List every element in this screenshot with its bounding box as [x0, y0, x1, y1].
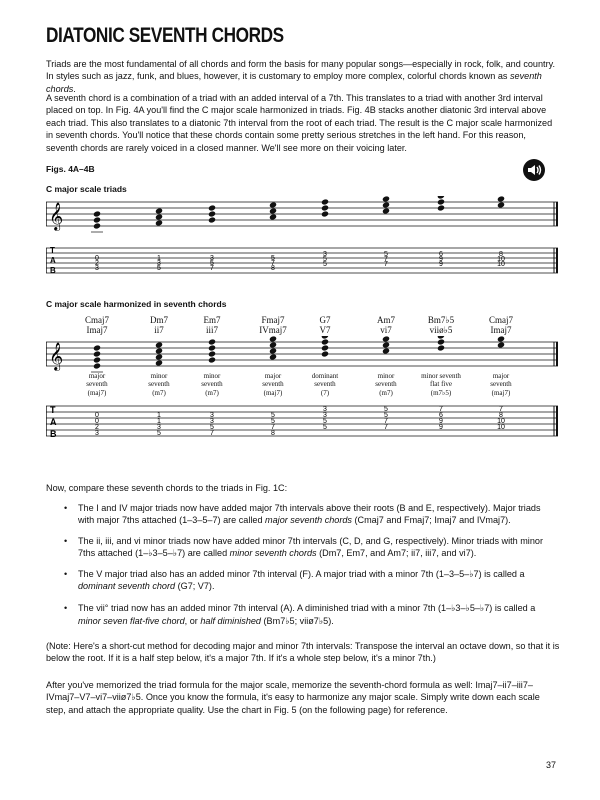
- tab-number: 10: [497, 418, 505, 425]
- quality-line: minor: [203, 372, 221, 380]
- note-head: [437, 198, 445, 205]
- note-head: [155, 353, 163, 360]
- quality-line: flat five: [430, 380, 452, 389]
- figure-label: Figs. 4A–4B: [46, 164, 95, 174]
- final-paragraph: After you've memorized the triad formula for the major scale, memorize the seventh-chord formula as well: Imaj7–ii7–iii7–IVmaj7–V7–vi7–viiø7♭5. Once you know the formula, it's easy to harmonize any major scale. Simply write down each scale step, and attach the appropriate quality. Use the chart in Fig. 5 (on the following page) for reference.: [46, 680, 540, 715]
- chord-symbol: Cmaj7: [85, 315, 109, 325]
- tab-number: 10: [497, 256, 505, 263]
- list-item: • The vii° triad now has an added minor 7th interval (A). A diminished triad with a minor 7th (1–♭3–♭5–♭7) is called a minor seven flat-five chord, or half diminished (Bm7♭5; viiø7♭5).: [64, 602, 558, 627]
- note-head: [93, 356, 101, 363]
- note-head: [155, 359, 163, 366]
- quality-line: major: [88, 372, 106, 380]
- tab-number: 0: [95, 418, 99, 425]
- tab-number: 7: [384, 261, 388, 268]
- tab-number: 5: [323, 256, 327, 263]
- note-head: [93, 350, 101, 357]
- chord-numeral: Imaj7: [86, 325, 108, 335]
- svg-text:B: B: [50, 429, 57, 439]
- chord-symbol: G7: [319, 315, 331, 325]
- note-head: [269, 336, 277, 343]
- fig4a-caption: C major scale triads: [46, 184, 127, 194]
- note-head: [155, 219, 163, 226]
- note-head: [269, 213, 277, 220]
- quality-line: seventh: [201, 380, 223, 389]
- treble-clef-icon: 𝄞: [49, 343, 64, 370]
- note-head: [155, 341, 163, 348]
- tab-number: 7: [499, 406, 503, 413]
- note-head: [93, 222, 101, 229]
- quality-line: seventh: [375, 380, 397, 389]
- tab-clef: T: [50, 246, 55, 255]
- tab-number: 5: [271, 418, 275, 425]
- tab-number: 2: [95, 260, 99, 267]
- chord-numeral: IVmaj7: [259, 325, 287, 335]
- quality-line: seventh: [314, 380, 336, 389]
- note-head: [208, 338, 216, 345]
- tab-number: 9: [439, 261, 443, 268]
- note-head: [437, 338, 445, 345]
- quality-line: seventh: [148, 380, 170, 389]
- quality-line: seventh: [490, 380, 512, 389]
- note-head: [208, 210, 216, 217]
- note-head: [155, 213, 163, 220]
- quality-line: seventh: [86, 380, 108, 389]
- quality-line: dominant: [311, 372, 339, 380]
- chord-numeral: iii7: [205, 325, 218, 335]
- note-head: [382, 341, 390, 348]
- quality-line: (maj7): [87, 388, 107, 397]
- chord-quality: [465, 372, 537, 397]
- tab-number: 6: [439, 251, 443, 258]
- tab-number: 7: [384, 256, 388, 263]
- note-head: [93, 216, 101, 223]
- tab-number: 5: [384, 251, 388, 258]
- chord-symbol: Am7: [377, 315, 395, 325]
- tab-number: 6: [439, 412, 443, 419]
- note-head: [382, 336, 390, 343]
- quality-line: (m7♭5): [430, 388, 452, 397]
- note-head: [269, 353, 277, 360]
- chord-symbol: Bm7♭5: [427, 315, 455, 325]
- treble-clef-icon: 𝄞: [49, 203, 64, 230]
- tab-number: 8: [271, 265, 275, 272]
- tab-number: 5: [323, 424, 327, 431]
- note-head: [93, 210, 101, 217]
- note-head: [208, 204, 216, 211]
- svg-text:A: A: [50, 256, 56, 265]
- note-head: [321, 336, 329, 340]
- bullet-list: [64, 502, 558, 635]
- quality-line: (m7): [205, 388, 219, 397]
- note-head: [208, 350, 216, 357]
- tab-number: 10: [497, 424, 505, 431]
- tab-number: 7: [271, 424, 275, 431]
- seventh-chord-paragraph: A seventh chord is a combination of a triad with an added interval of a 7th. This translates to a triad with another 3rd interval placed on top. In Fig. 4A you'll find the C major scale harmonized in triads. Fig. 4B stacks another diatonic 3rd interval above each triad. This also translates to a diatonic 7th interval from the root of each triad. The result is the C major scale harmonized in seventh chords. You'll notice that these chords contain some pretty serious stretches in the left hand. For this reason, seventh chords are rarely voiced in a closed manner. We'll see more on their voicing later.: [46, 93, 553, 153]
- tab-number: 5: [157, 430, 161, 437]
- tab-number: 1: [157, 418, 161, 425]
- note-head: [321, 344, 329, 351]
- tab-number: 7: [384, 418, 388, 425]
- intro-emphasis: seventh chords: [46, 71, 542, 94]
- note-head: [497, 336, 505, 343]
- intro-end: .: [73, 83, 76, 94]
- note-head: [321, 350, 329, 357]
- quality-line: (m7): [152, 388, 166, 397]
- tab-number: 8: [499, 251, 503, 258]
- svg-text:B: B: [50, 266, 56, 275]
- tab-number: 3: [210, 412, 214, 419]
- tab-number: 5: [323, 261, 327, 268]
- quality-line: (m7): [379, 388, 393, 397]
- tab-number: 1: [157, 412, 161, 419]
- chord-numeral: vi7: [380, 325, 392, 335]
- note-head: [497, 196, 505, 203]
- note-head: [321, 210, 329, 217]
- fig4b-caption: C major scale harmonized in seventh chords: [46, 299, 227, 309]
- tab-number: 3: [95, 265, 99, 272]
- page-number: 37: [545, 760, 556, 770]
- note-head: [437, 196, 445, 200]
- quality-line: (7): [320, 388, 330, 397]
- tab-number: 3: [210, 418, 214, 425]
- note-head: [437, 336, 445, 340]
- chord-symbol: Fmaj7: [261, 315, 285, 325]
- tab-number: 3: [157, 260, 161, 267]
- quality-line: major: [264, 372, 282, 380]
- fig4a-tab-numbers: [95, 251, 505, 272]
- note-head: [321, 338, 329, 345]
- note-head: [93, 362, 101, 369]
- note-head: [497, 201, 505, 208]
- tab-number: 9: [439, 424, 443, 431]
- note-head: [382, 201, 390, 208]
- list-item: • The I and IV major triads now have added major 7th intervals above their roots (B and E, respectively). Major triads with major 7ths attached (1–3–5–7) are called major seventh chords (Cmaj7 and Fmaj7; Imaj7 and IVmaj7).: [64, 502, 558, 527]
- tab-number: 5: [271, 255, 275, 262]
- quality-line: minor: [150, 372, 168, 380]
- quality-line: major: [492, 372, 510, 380]
- tab-number: 3: [210, 255, 214, 262]
- tab-number: 2: [95, 424, 99, 431]
- note-head: [382, 347, 390, 354]
- note-head: [269, 341, 277, 348]
- tab-number: 5: [323, 418, 327, 425]
- intro-paragraph: [46, 58, 560, 95]
- chord-name: [466, 315, 536, 335]
- chord-symbol: Cmaj7: [489, 315, 513, 325]
- note-head: [208, 356, 216, 363]
- note-head: [269, 207, 277, 214]
- tab-number: 10: [497, 261, 505, 268]
- tab-number: 9: [439, 418, 443, 425]
- note-head: [497, 341, 505, 348]
- note-head: [93, 344, 101, 351]
- tab-number: 3: [323, 406, 327, 413]
- chord-name: [62, 315, 132, 335]
- tab-number: 0: [95, 412, 99, 419]
- chord-numeral: V7: [319, 325, 331, 335]
- chord-numeral: ii7: [154, 325, 164, 335]
- note-head: [208, 216, 216, 223]
- compare-line: Now, compare these seventh chords to the triads in Fig. 1C:: [46, 483, 288, 493]
- list-item: • The V major triad also has an added minor 7th interval (F). A major triad with a minor 7th (1–3–5–♭7) is called a dominant seventh chord (G7; V7).: [64, 568, 558, 593]
- tab-number: 7: [271, 260, 275, 267]
- note-head: [269, 201, 277, 208]
- note-head: [437, 204, 445, 211]
- fig4b-tab-numbers: [95, 406, 505, 437]
- note-head: [208, 344, 216, 351]
- note-head: [382, 196, 390, 203]
- tab-number: 3: [323, 412, 327, 419]
- note-head: [321, 204, 329, 211]
- tab-number: 7: [439, 406, 443, 413]
- quality-line: (maj7): [263, 388, 283, 397]
- tab-number: 3: [157, 424, 161, 431]
- intro-text: Triads are the most fundamental of all chords and form the basis for many popular songs—especially in rock, folk, and country. In styles such as jazz, funk, and blues, however, it is customary to employ more complex, colorful chords known as: [46, 59, 555, 82]
- note-head: [437, 344, 445, 351]
- tab-number: 5: [384, 412, 388, 419]
- note-head: [269, 347, 277, 354]
- tab-number: 5: [384, 406, 388, 413]
- fig4b-staff: [46, 336, 558, 466]
- tab-clef: T: [50, 405, 56, 415]
- svg-text:A: A: [50, 417, 57, 427]
- tab-number: 3: [95, 430, 99, 437]
- quality-line: seventh: [262, 380, 284, 389]
- tab-number: 5: [210, 260, 214, 267]
- tab-number: 9: [439, 256, 443, 263]
- chord-numeral: viiø♭5: [429, 325, 453, 335]
- page-title: DIATONIC SEVENTH CHORDS: [46, 24, 284, 47]
- tab-number: 5: [271, 412, 275, 419]
- quality-line: (maj7): [491, 388, 511, 397]
- note-head: [382, 207, 390, 214]
- tab-number: 5: [157, 265, 161, 272]
- tab-number: 3: [323, 251, 327, 258]
- speaker-icon[interactable]: [522, 158, 546, 182]
- chord-symbol: Dm7: [150, 315, 168, 325]
- quality-line: minor: [377, 372, 395, 380]
- tab-number: 7: [210, 430, 214, 437]
- tab-number: 8: [499, 412, 503, 419]
- tab-number: 1: [157, 255, 161, 262]
- tab-number: 5: [210, 424, 214, 431]
- fig4a-staff: [46, 196, 558, 280]
- note-head: [155, 347, 163, 354]
- note-head: [321, 198, 329, 205]
- quality-line: minor seventh: [421, 372, 461, 380]
- chord-name: [177, 315, 247, 335]
- chord-name: [290, 315, 360, 335]
- note-paragraph: (Note: Here's a short-cut method for decoding major and minor 7th intervals: Transpose the interval an octave down, so that it is below the root. If it is a half step below, it's a major 7th. If it's a whole step below, it's a minor 7th.): [46, 641, 560, 664]
- tab-number: 7: [210, 265, 214, 272]
- tab-number: 7: [384, 424, 388, 431]
- chord-symbol: Em7: [203, 315, 221, 325]
- note-head: [155, 207, 163, 214]
- tab-number: 0: [95, 255, 99, 262]
- list-item: • The ii, iii, and vi minor triads now have added minor 7th intervals (C, D, and G, respectively). Minor triads with minor 7ths attached (1–♭3–5–♭7) are called minor seventh chords (Dm7, Em7, and Am7; ii7, iii7, and vi7).: [64, 535, 558, 560]
- chord-numeral: Imaj7: [490, 325, 512, 335]
- tab-number: 8: [271, 430, 275, 437]
